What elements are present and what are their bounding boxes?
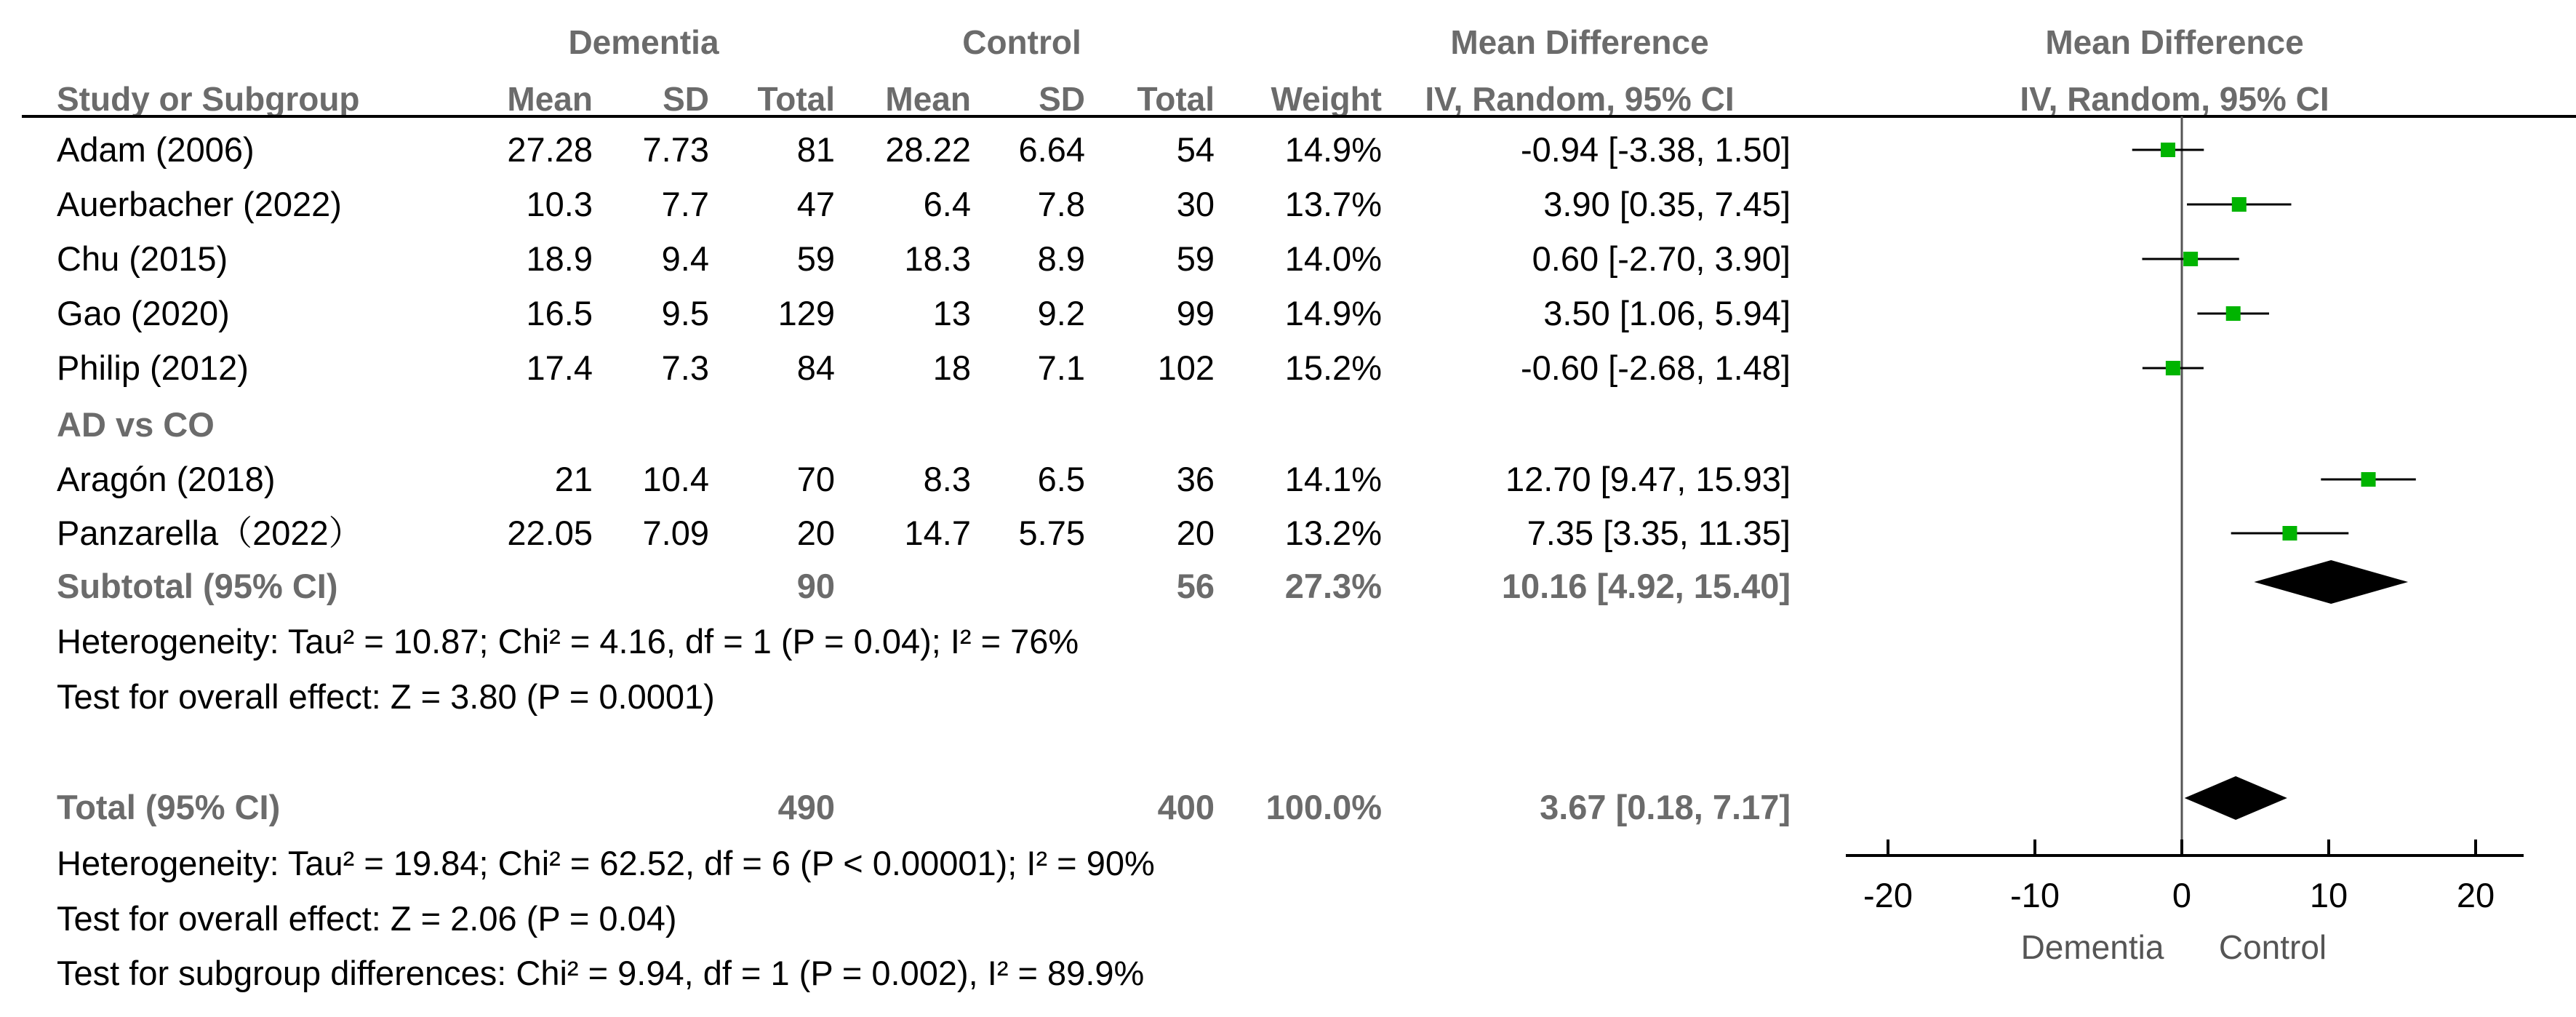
total-2: 36 <box>1176 460 1215 498</box>
header-control: Control <box>962 23 1081 61</box>
total-2: 54 <box>1176 130 1215 169</box>
subtotal-row <box>57 567 1791 605</box>
total-1: 84 <box>796 348 835 387</box>
total-1: 129 <box>777 294 835 332</box>
total-1: 81 <box>796 130 835 169</box>
sd-2: 5.75 <box>1018 514 1085 552</box>
ci-text: 3.90 [0.35, 7.45] <box>1543 185 1791 223</box>
subgroup-title: AD vs CO <box>57 405 215 444</box>
sd-1: 9.5 <box>661 294 709 332</box>
total-overall-effect: Test for overall effect: Z = 2.06 (P = 0.04) <box>57 899 677 938</box>
study-rows-group-b <box>57 460 1791 552</box>
point-estimate-marker <box>2226 306 2241 321</box>
weight: 14.9% <box>1284 130 1382 169</box>
study-row <box>57 130 1791 169</box>
subtotal-label: Subtotal (95% CI) <box>57 567 338 605</box>
study-name: Philip (2012) <box>57 348 249 387</box>
ci-text: -0.94 [-3.38, 1.50] <box>1520 130 1791 169</box>
weight: 14.1% <box>1284 460 1382 498</box>
header-sd-1: SD <box>663 80 709 118</box>
weight: 13.7% <box>1284 185 1382 223</box>
total-2: 99 <box>1176 294 1215 332</box>
point-estimate-marker <box>2161 143 2175 157</box>
total-2: 20 <box>1176 514 1215 552</box>
sd-1: 7.73 <box>642 130 709 169</box>
mean-2: 8.3 <box>923 460 971 498</box>
mean-2: 18.3 <box>904 239 971 278</box>
total-ci: 3.67 [0.18, 7.17] <box>1540 788 1791 826</box>
header-sd-2: SD <box>1039 80 1085 118</box>
header-total-1: Total <box>757 80 835 118</box>
header-mean-1: Mean <box>507 80 593 118</box>
x-tick-label: 10 <box>2309 876 2348 914</box>
point-estimate-marker <box>2183 252 2198 266</box>
sd-1: 10.4 <box>642 460 709 498</box>
sd-2: 8.9 <box>1037 239 1085 278</box>
mean-1: 16.5 <box>526 294 593 332</box>
sd-2: 7.8 <box>1037 185 1085 223</box>
ci-text: 12.70 [9.47, 15.93] <box>1505 460 1791 498</box>
weight: 14.9% <box>1284 294 1382 332</box>
ci-text: -0.60 [-2.68, 1.48] <box>1520 348 1791 387</box>
header-method-text: IV, Random, 95% CI <box>1425 80 1735 118</box>
sd-2: 6.5 <box>1037 460 1085 498</box>
ci-text: 3.50 [1.06, 5.94] <box>1543 294 1791 332</box>
total-2: 59 <box>1176 239 1215 278</box>
sd-1: 7.09 <box>642 514 709 552</box>
mean-2: 6.4 <box>923 185 971 223</box>
mean-1: 18.9 <box>526 239 593 278</box>
ci-text: 0.60 [-2.70, 3.90] <box>1532 239 1791 278</box>
point-estimate-marker <box>2166 361 2180 375</box>
subtotal-n2: 56 <box>1176 567 1215 605</box>
header-weight: Weight <box>1271 80 1382 118</box>
mean-1: 10.3 <box>526 185 593 223</box>
mean-2: 28.22 <box>885 130 971 169</box>
study-rows-group-a <box>57 130 1791 387</box>
total-2: 102 <box>1157 348 1215 387</box>
mean-2: 13 <box>932 294 971 332</box>
total-1: 70 <box>796 460 835 498</box>
total-1: 59 <box>796 239 835 278</box>
study-name: Chu (2015) <box>57 239 228 278</box>
study-name: Aragón (2018) <box>57 460 276 498</box>
mean-1: 21 <box>554 460 593 498</box>
sd-2: 6.64 <box>1018 130 1085 169</box>
sd-1: 7.3 <box>661 348 709 387</box>
x-axis-ticks <box>1863 839 2495 914</box>
study-row <box>57 460 1791 498</box>
header-mean-2: Mean <box>885 80 971 118</box>
sd-1: 7.7 <box>661 185 709 223</box>
weight: 13.2% <box>1284 514 1382 552</box>
subtotal-ci: 10.16 [4.92, 15.40] <box>1501 567 1791 605</box>
header-mean-difference-text: Mean Difference <box>1450 23 1709 61</box>
header-mean-difference-plot: Mean Difference <box>2045 23 2304 61</box>
study-markers <box>2132 143 2416 820</box>
point-estimate-marker <box>2282 526 2297 541</box>
sd-1: 9.4 <box>661 239 709 278</box>
sd-2: 9.2 <box>1037 294 1085 332</box>
x-tick-label: -10 <box>2010 876 2060 914</box>
header-dementia: Dementia <box>568 23 719 61</box>
mean-2: 18 <box>932 348 971 387</box>
mean-2: 14.7 <box>904 514 971 552</box>
header-total-2: Total <box>1137 80 1215 118</box>
x-tick-label: -20 <box>1863 876 1913 914</box>
weight: 15.2% <box>1284 348 1382 387</box>
favours-right-label: Control <box>2218 928 2327 966</box>
total-1: 47 <box>796 185 835 223</box>
sd-2: 7.1 <box>1037 348 1085 387</box>
study-row <box>57 348 1791 387</box>
total-diamond <box>2185 776 2287 820</box>
subtotal-diamond <box>2254 560 2408 604</box>
total-weight: 100.0% <box>1265 788 1382 826</box>
subtotal-n1: 90 <box>796 567 835 605</box>
subgroup-differences-test: Test for subgroup differences: Chi² = 9.94, df = 1 (P = 0.002), I² = 89.9% <box>57 954 1145 992</box>
total-row <box>57 788 1791 826</box>
header-study: Study or Subgroup <box>57 80 360 118</box>
total-label: Total (95% CI) <box>57 788 281 826</box>
weight: 14.0% <box>1284 239 1382 278</box>
total-2: 30 <box>1176 185 1215 223</box>
x-tick-label: 20 <box>2456 876 2495 914</box>
study-name: Adam (2006) <box>57 130 255 169</box>
favours-left-label: Dementia <box>2020 928 2164 966</box>
mean-1: 22.05 <box>507 514 593 552</box>
study-name: Panzarella（2022） <box>57 514 363 552</box>
total-n2: 400 <box>1157 788 1215 826</box>
subtotal-overall-effect: Test for overall effect: Z = 3.80 (P = 0.0001) <box>57 677 715 716</box>
forest-plot-area <box>1846 116 2524 966</box>
study-name: Gao (2020) <box>57 294 230 332</box>
study-row <box>57 185 1791 223</box>
point-estimate-marker <box>2361 472 2376 487</box>
point-estimate-marker <box>2232 197 2247 212</box>
ci-text: 7.35 [3.35, 11.35] <box>1527 514 1791 552</box>
study-row <box>57 239 1791 278</box>
mean-1: 17.4 <box>526 348 593 387</box>
total-1: 20 <box>796 514 835 552</box>
total-n1: 490 <box>777 788 835 826</box>
study-row <box>57 294 1791 332</box>
subtotal-heterogeneity: Heterogeneity: Tau² = 10.87; Chi² = 4.16, df = 1 (P = 0.04); I² = 76% <box>57 622 1079 661</box>
study-row <box>57 514 1791 552</box>
header-method-plot: IV, Random, 95% CI <box>2020 80 2329 118</box>
x-tick-label: 0 <box>2172 876 2192 914</box>
mean-1: 27.28 <box>507 130 593 169</box>
subtotal-weight: 27.3% <box>1284 567 1382 605</box>
study-name: Auerbacher (2022) <box>57 185 342 223</box>
column-headers <box>57 23 2329 118</box>
total-heterogeneity: Heterogeneity: Tau² = 19.84; Chi² = 62.52, df = 6 (P < 0.00001); I² = 90% <box>57 844 1155 882</box>
